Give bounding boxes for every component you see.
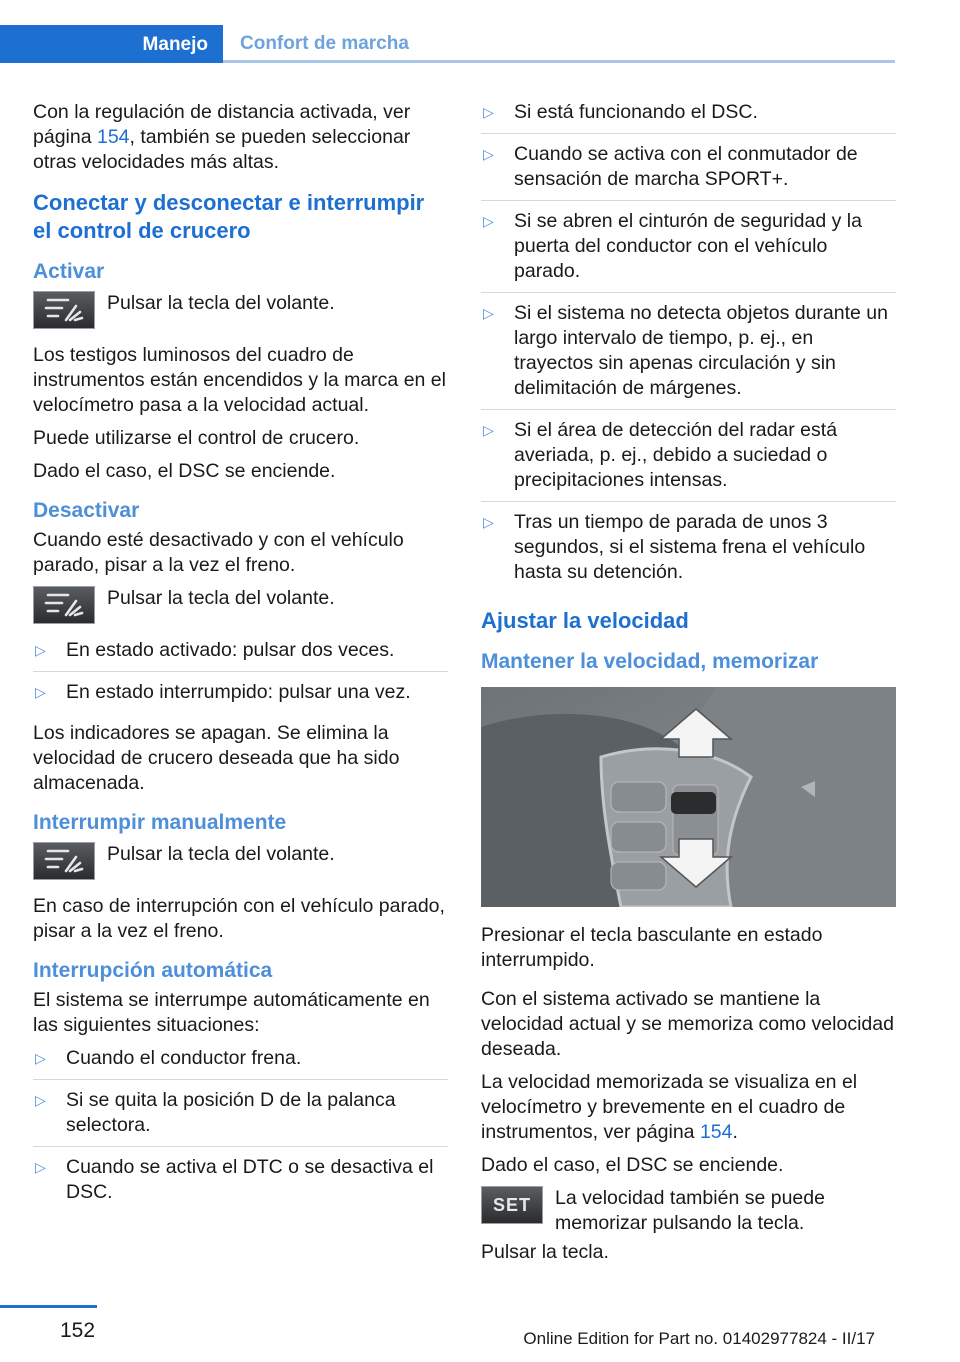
triangle-right-icon: ▷ <box>35 642 46 658</box>
page-link[interactable]: 154 <box>699 1121 733 1143</box>
activar-key-row <box>33 291 448 329</box>
triangle-right-icon: ▷ <box>483 213 494 229</box>
header-tab-confort[interactable]: Confort de marcha <box>240 33 409 54</box>
triangle-right-icon: ▷ <box>35 1159 46 1175</box>
subheading-interrumpir: Interrumpir manualmente <box>33 811 287 834</box>
subheading-desactivar: Desactivar <box>33 499 140 522</box>
header-tab-manejo[interactable] <box>0 25 223 63</box>
paragraph: En caso de interrupción con el vehículo parado, pisar a la vez el freno. <box>33 895 445 942</box>
desactivar-key-text: Pulsar la tecla del volante. <box>107 587 335 609</box>
list-item: ▷ Tras un tiempo de parada de unos 3 segundos, si el sistema frena el vehículo hasta su detención. <box>483 511 866 583</box>
paragraph: Presionar el tecla basculante en estado interrumpido. <box>481 924 823 971</box>
interrumpir-key-text: Pulsar la tecla del volante. <box>107 843 335 865</box>
triangle-right-icon: ▷ <box>483 305 494 321</box>
paragraph: Los testigos luminosos del cuadro de instrumentos están encendidos y la marca en el velocímetro pasa a la velocidad actual. <box>33 344 446 416</box>
cruise-control-key-icon <box>33 842 95 880</box>
paragraph: Cuando esté desactivado y con el vehículo parado, pisar a la vez el freno. <box>33 529 404 576</box>
cruise-control-key-icon <box>33 291 95 329</box>
paragraph: La velocidad memorizada se visualiza en el velocímetro y brevemente en el cuadro de instrumentos, ver página 154. <box>481 1071 858 1143</box>
triangle-right-icon: ▷ <box>483 146 494 162</box>
section-heading: Conectar y desconectar e interrumpir el control de crucero <box>33 190 425 243</box>
auto-list <box>33 1046 448 1213</box>
triangle-right-icon: ▷ <box>35 1050 46 1066</box>
page-link[interactable]: 154 <box>96 126 130 148</box>
list-item: ▷ Cuando se activa con el conmutador de sensación de marcha SPORT+. <box>481 142 896 201</box>
intro-paragraph: Con la regulación de distancia activada, ver página 154, también se pueden seleccionar otras velocidades más altas. <box>33 101 411 173</box>
desactivar-list <box>33 638 448 713</box>
triangle-right-icon: ▷ <box>483 514 494 530</box>
triangle-right-icon: ▷ <box>35 684 46 700</box>
list-item: ▷ Si está funcionando el DSC. <box>481 100 896 134</box>
edition-text: Online Edition for Part no. 01402977824 - II/17 <box>523 1329 875 1348</box>
subheading-mantener: Mantener la velocidad, memorizar <box>481 650 819 673</box>
subheading-auto: Interrupción automática <box>33 959 273 982</box>
paragraph: Pulsar la tecla. <box>481 1241 609 1263</box>
section-heading-ajustar: Ajustar la velocidad <box>481 608 689 633</box>
paragraph: Con el sistema activado se mantiene la velocidad actual y se memoriza como velocidad deseada. <box>481 988 894 1060</box>
list-item: ▷ Si el sistema no detecta objetos durante un largo intervalo de tiempo, p. ej., en trayectos sin apenas circulación y sin delimitación de márgenes. <box>481 301 896 410</box>
interrumpir-key-row <box>33 842 448 880</box>
paragraph: Puede utilizarse el control de crucero. <box>33 427 360 449</box>
paragraph: Dado el caso, el DSC se enciende. <box>33 460 336 482</box>
set-key-text: La velocidad también se puede memorizar pulsando la tecla. <box>555 1187 825 1234</box>
header-tab-label: Manejo <box>142 33 208 55</box>
paragraph: Los indicadores se apagan. Se elimina la velocidad de crucero deseada que ha sido almacenada. <box>33 722 400 794</box>
list-item: ▷ En estado activado: pulsar dos veces. <box>33 638 448 672</box>
triangle-right-icon: ▷ <box>483 422 494 438</box>
subheading-activar: Activar <box>33 260 105 283</box>
set-key-row <box>481 1186 896 1236</box>
paragraph: El sistema se interrumpe automáticamente en las siguientes situaciones: <box>33 989 430 1036</box>
left-column <box>33 100 448 1221</box>
list-item: ▷ Si se quita la posición D de la palanca selectora. <box>33 1088 448 1147</box>
right-column <box>481 100 896 1273</box>
header-divider <box>223 60 895 63</box>
cruise-control-key-icon <box>33 586 95 624</box>
list-item: ▷ Si el área de detección del radar está averiada, p. ej., debido a suciedad o precipitaciones intensas. <box>481 418 896 502</box>
triangle-right-icon: ▷ <box>35 1092 46 1108</box>
activar-key-text: Pulsar la tecla del volante. <box>107 292 335 314</box>
list-item: ▷ Cuando se activa el DTC o se desactiva el DSC. <box>35 1156 434 1203</box>
list-item: ▷ Si se abren el cinturón de seguridad y la puerta del conductor con el vehículo parado. <box>481 209 896 293</box>
footer-accent-line <box>0 1305 97 1308</box>
set-key-icon: SET <box>481 1186 543 1224</box>
list-item: ▷ Cuando el conductor frena. <box>33 1046 448 1080</box>
triangle-right-icon: ▷ <box>483 104 494 120</box>
paragraph: Dado el caso, el DSC se enciende. <box>481 1154 784 1176</box>
steering-wheel-rocker-image <box>481 687 896 907</box>
page-number: 152 <box>60 1319 96 1342</box>
list-item: ▷ En estado interrumpido: pulsar una vez. <box>35 681 411 703</box>
auto-list-continued <box>481 100 896 593</box>
desactivar-key-row <box>33 586 448 624</box>
